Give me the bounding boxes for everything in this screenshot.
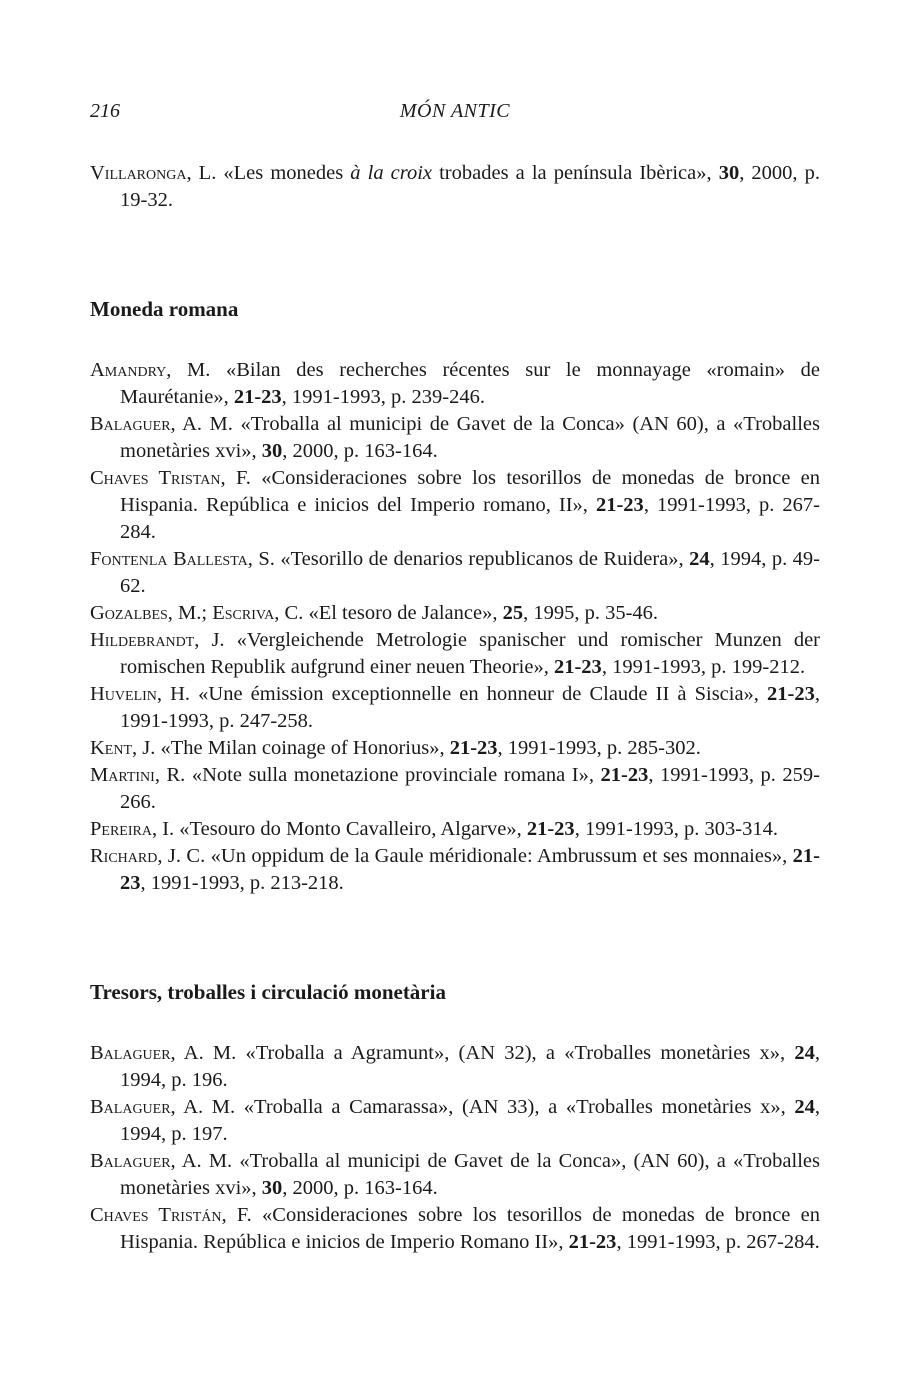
entry-author: Pereira, I. [90,818,175,840]
entry-title: «El tesoro de Jalance», [303,602,503,624]
entry-details: , 1991-1993, p. 259-266. [120,764,820,813]
entry-volume: 21-23 [595,494,644,516]
bibliography-entry [90,681,820,735]
entry-volume: 30 [261,440,283,462]
entry-volume: 21-23 [120,845,820,894]
entry-details: , 1994, p. 196. [120,1042,820,1091]
entry-volume: 21-23 [449,737,498,759]
bibliography-entry [90,600,820,627]
entry-details: , 1994, p. 49-62. [120,548,820,597]
bibliography-entry [90,1148,820,1202]
entry-author: Richard, J. C. [90,845,206,867]
entry-volume: 21-23 [600,764,649,786]
bibliography-entry [90,411,820,465]
entry-volume: 21-23 [526,818,575,840]
bibliography-entry [90,843,820,897]
entry-title: «Une émission exceptionnelle en honneur de Claude II à Siscia», [190,683,768,705]
entry-title: «The Milan coinage of Honorius», [155,737,450,759]
entry-author: Fontenla Ballesta, S. [90,548,275,570]
entry-details: , 1994, p. 197. [120,1096,820,1145]
entry-details: , 1991-1993, p. 285-302. [497,737,701,759]
entry-details: , 1991-1993, p. 247-258. [120,683,820,732]
page-number: 216 [90,100,120,122]
entry-author: Martini, R. [90,764,186,786]
entry-title: «Consideraciones sobre los tesorillos de monedas de bronce en Hispania. República e inicios del Imperio romano, II», [120,467,820,516]
entry-author: Balaguer, A. M. [90,1150,233,1172]
entry-volume: 25 [502,602,524,624]
entry-title: «Bilan des recherches récentes sur le monnayage «romain» de Maurétanie», [120,359,820,408]
entry-title: «Les monedes [216,162,351,184]
entry-title: «Troballa al municipi de Gavet de la Conca» (AN 60), a «Troballes monetàries xvi», [120,413,820,462]
running-head [90,100,820,130]
entry-volume: 21-23 [553,656,602,678]
bibliography-entry [90,546,820,600]
entry-title: «Tesorillo de denarios republicanos de Ruidera», [274,548,690,570]
bibliography-entry [90,465,820,546]
entry-details: , 1991-1993, p. 303-314. [574,818,778,840]
entry-details: , 1991-1993, p. 199-212. [601,656,806,678]
bibliography-entry [90,1094,820,1148]
entry-details: , 1991-1993, p. 267-284. [120,494,820,543]
entry-volume: 30 [718,162,740,184]
bibliography-entry [90,1040,820,1094]
entry-author: Amandry, M. [90,359,211,381]
entry-volume: 24 [689,548,710,570]
entry-author: Villaronga, L. [90,162,217,184]
entry-volume: 24 [794,1042,815,1064]
journal-title: MÓN ANTIC [399,100,511,122]
entry-title-italic: à la croix [350,162,433,184]
entry-volume: 21-23 [568,1231,617,1253]
bibliography [90,160,820,1256]
entry-author: Gozalbes, M.; Escriva, C. [90,602,304,624]
entry-author: Kent, J. [90,737,156,759]
entry-author: Hildebrandt, J. [90,629,225,651]
entry-details: , 2000, p. 163-164. [282,1177,438,1199]
entry-author: Huvelin, H. [90,683,191,705]
entry-volume: 21-23 [233,386,282,408]
entry-list [90,1040,820,1256]
bibliography-entry [90,627,820,681]
entry-list [90,357,820,897]
entry-title: «Consideraciones sobre los tesorillos de monedas de bronce en Hispania. República e inicios de Imperio Romano II», [120,1204,820,1253]
entry-volume: 30 [261,1177,283,1199]
entry-volume: 24 [794,1096,815,1118]
entry-title: «Vergleichende Metrologie spanischer und romischer Munzen der romischen Republik aufgrund einer neuen Theorie», [120,629,820,678]
entry-details: , 2000, p. 19-32. [120,162,821,211]
entry-details: , 1991-1993, p. 267-284. [616,1231,820,1253]
entry-title: «Un oppidum de la Gaule méridionale: Ambrussum et ses monnaies», [205,845,793,867]
bibliography-entry [90,735,820,762]
entry-title: «Troballa al municipi de Gavet de la Conca», (AN 60), a «Troballes monetàries xvi», [120,1150,820,1199]
entry-author: Chaves Tristán, F. [90,1204,252,1226]
section-heading: Moneda romana [90,297,239,321]
entry-title: «Troballa a Agramunt», (AN 32), a «Troballes monetàries x», [236,1042,795,1064]
entry-title: «Note sulla monetazione provinciale romana I», [185,764,601,786]
entry-author: Balaguer, A. M. [90,413,233,435]
entry-author: Chaves Tristan, F. [90,467,251,489]
entry-title: «Tesouro do Monto Cavalleiro, Algarve», [174,818,527,840]
entry-details: , 2000, p. 163-164. [282,440,438,462]
bibliography-entry [90,762,820,816]
bibliography-entry [90,1202,820,1256]
entry-details: , 1995, p. 35-46. [523,602,659,624]
bibliography-entry [90,160,820,214]
entry-author: Balaguer, A. M. [90,1042,237,1064]
entry-title: «Troballa a Camarassa», (AN 33), a «Troballes monetàries x», [235,1096,795,1118]
bibliography-entry [90,357,820,411]
entry-details: , 1991-1993, p. 239-246. [281,386,485,408]
entry-author: Balaguer, A. M. [90,1096,236,1118]
entry-title: trobades a la península Ibèrica», [432,162,719,184]
bibliography-entry [90,816,820,843]
section-heading: Tresors, troballes i circulació monetària [90,980,446,1004]
entry-volume: 21-23 [767,683,815,705]
entry-details: , 1991-1993, p. 213-218. [140,872,344,894]
